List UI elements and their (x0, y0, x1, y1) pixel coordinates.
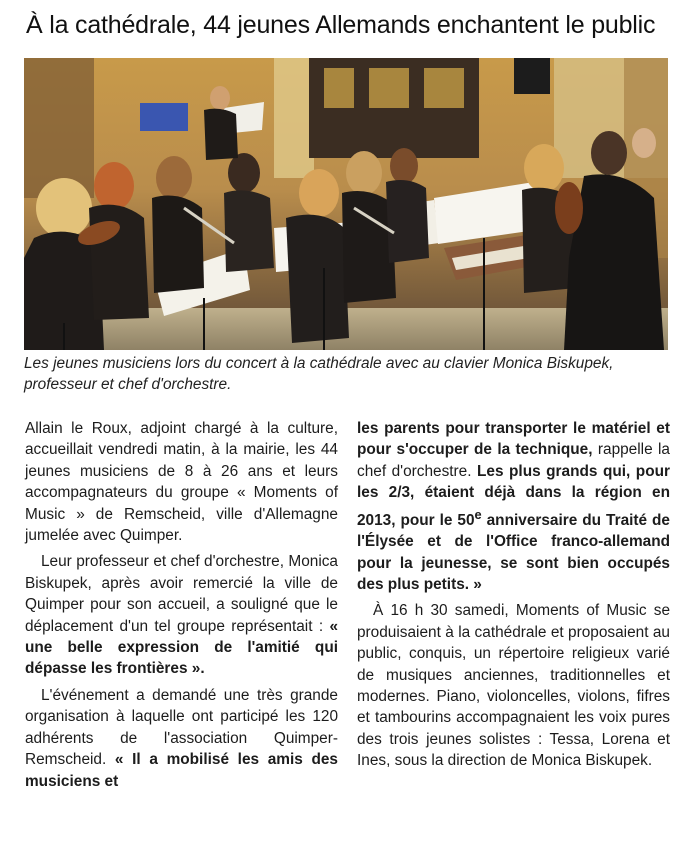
concert-photo-illustration (24, 58, 668, 350)
quote-text: anniversaire du Traité de l'Élysée et de l'Office franco-allemand pour la jeunesse, se sont bien occupés des plus petits. » (357, 511, 670, 593)
quote-bold (357, 463, 670, 593)
article-column-left (25, 418, 338, 792)
paragraph-text: L'événement a demandé une très grande organisation à laquelle ont participé les 120 adhérents de l'association Quimper-Remscheid. (25, 686, 338, 769)
article-column-right (357, 418, 670, 772)
paragraph-text: Leur professeur et chef d'orchestre, Monica Biskupek, après avoir remercié la ville de Quimper pour son accueil, a souligné que le déplacement d'un tel groupe représentait : (25, 553, 338, 635)
paragraph (25, 551, 338, 679)
quote-bold: les parents pour transporter le matériel et pour s'occuper de la technique, (357, 420, 670, 459)
quote-bold: « une belle expression de l'amitié qui dépasse les frontières ». (25, 617, 338, 678)
headline: À la cathédrale, 44 jeunes Allemands enchantent le public (26, 11, 656, 39)
paragraph: À 16 h 30 samedi, Moments of Music se produisaient à la cathédrale et proposaient au public, conquis, un répertoire religieux varié de musiques anciennes, traditionnelles et modernes. Piano, violoncelles, violons, fifres et tambourins accompagnaient les voix pures des trois jeunes solistes : Tessa, Lorena et Ines, sous la direction de Monica Biskupek. (357, 602, 670, 770)
paragraph-text: rappelle la chef d'orchestre. (357, 441, 670, 480)
paragraph: Allain le Roux, adjoint chargé à la culture, accueillait vendredi matin, à la mairie, les 44 jeunes musiciens de 8 à 26 ans et leurs accompagnateurs du groupe « Moments of Music » de Remscheid, ville d'Allemagne jumelée avec Quimper. (25, 420, 338, 545)
superscript: e (474, 506, 482, 522)
paragraph (25, 685, 338, 792)
concert-photo (24, 58, 668, 350)
quote-text: Les plus grands qui, pour les 2/3, étaient déjà dans la région en 2013, pour le 50 (357, 462, 671, 529)
quote-bold: « Il a mobilisé les amis des musiciens et (25, 751, 338, 790)
paragraph (357, 418, 670, 595)
photo-caption: Les jeunes musiciens lors du concert à la cathédrale avec au clavier Monica Biskupek, professeur et chef d'orchestre. (24, 355, 614, 393)
